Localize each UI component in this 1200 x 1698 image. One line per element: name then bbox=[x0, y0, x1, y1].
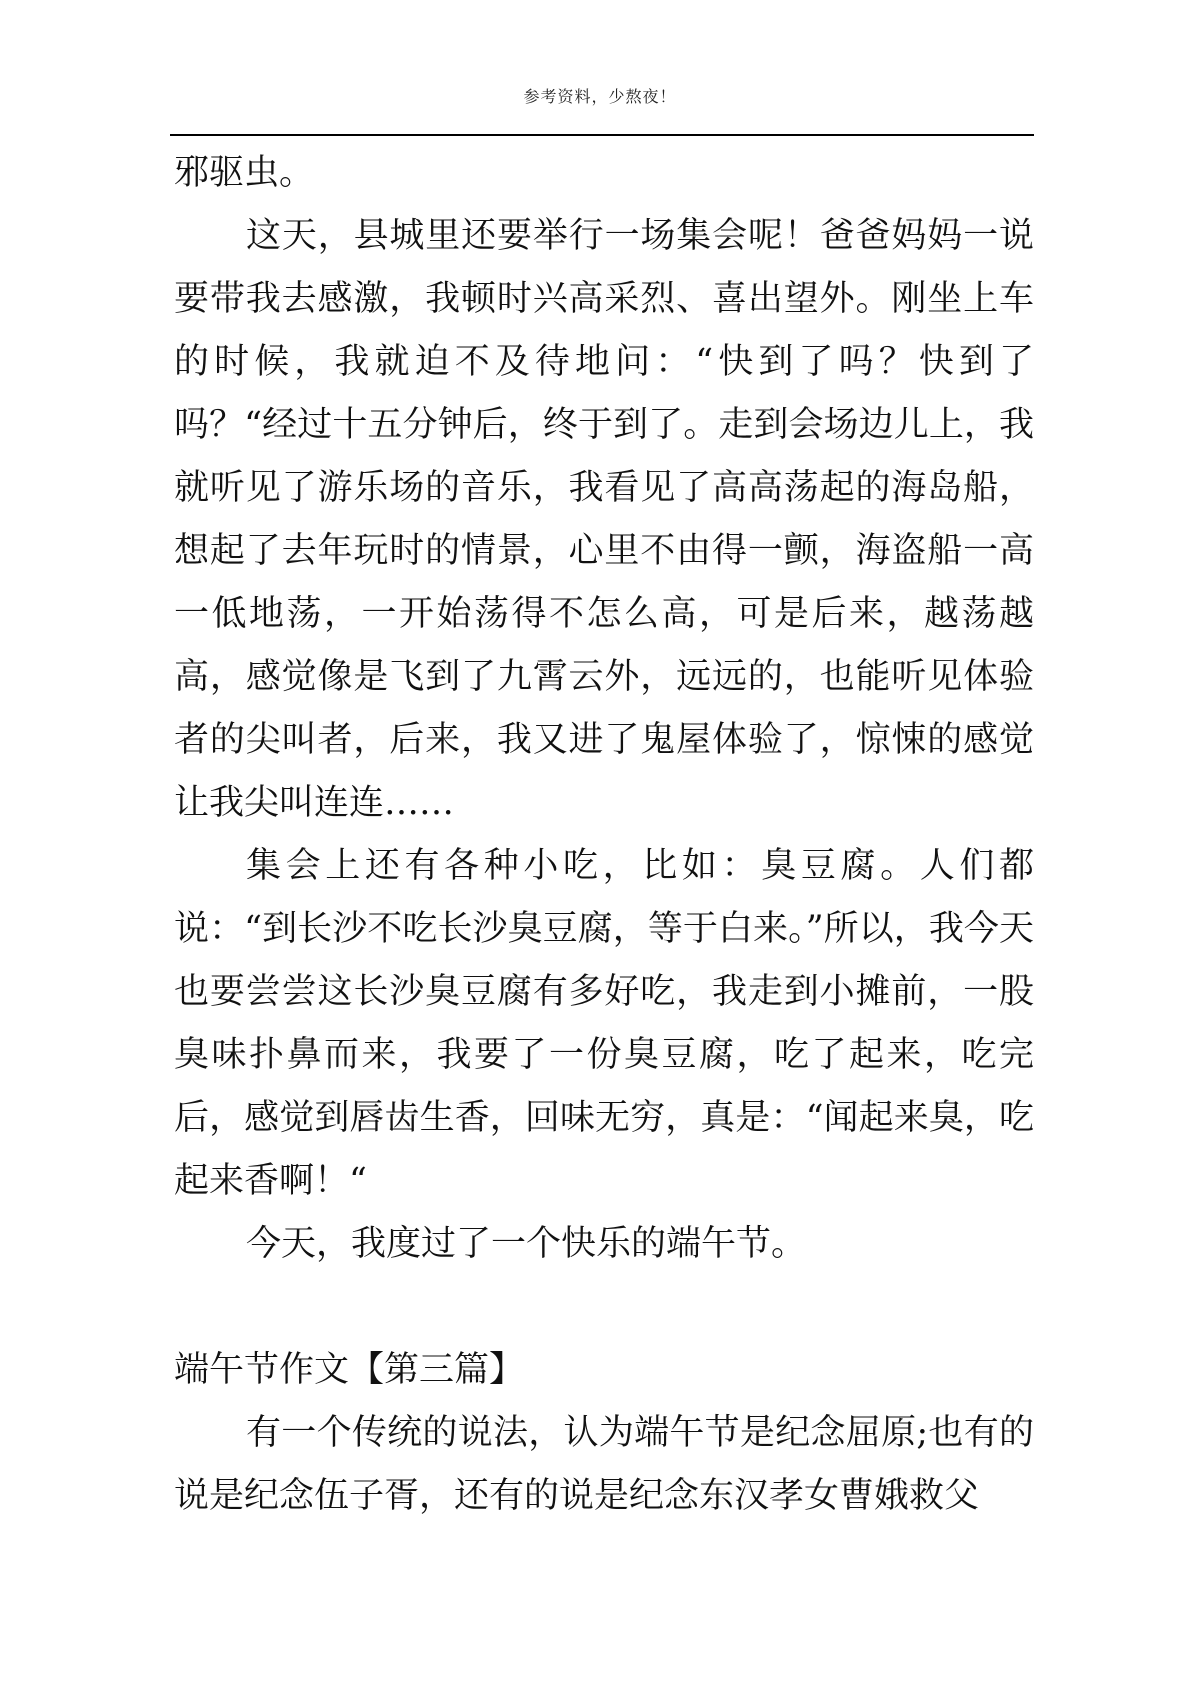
section-title: 端午节作文【第三篇】 bbox=[174, 1350, 525, 1390]
paragraph-gap bbox=[174, 1276, 1034, 1339]
page-header: 参考资料，少熬夜！ bbox=[523, 87, 677, 106]
paragraph-snacks: 集会上还有各种小吃，比如：臭豆腐。人们都说：“到长沙不吃长沙臭豆腐，等于白来。”所以，我今天也要尝尝这长沙臭豆腐有多好吃，我走到小摊前，一股臭味扑鼻而来，我要了一份臭豆腐，吃了起来，吃完后，感觉到唇齿生香，回味无穷，真是：“闻起来臭，吃起来香啊！“ bbox=[174, 846, 1034, 1201]
paragraph-fair: 这天，县城里还要举行一场集会呢！爸爸妈妈一说要带我去感激，我顿时兴高采烈、喜出望外。刚坐上车的时候，我就迫不及待地问：“快到了吗？快到了吗？“经过十五分钟后，终于到了。走到会场边儿上，我就听见了游乐场的音乐，我看见了高高荡起的海岛船，想起了去年玩时的情景，心里不由得一颤，海盗船一高一低地荡，一开始荡得不怎么高，可是后来，越荡越高，感觉像是飞到了九霄云外，远远的，也能听见体验者的尖叫者，后来，我又进了鬼屋体验了，惊悚的感觉让我尖叫连连…… bbox=[174, 216, 1034, 823]
paragraph-section-intro: 有一个传统的说法，认为端午节是纪念屈原;也有的说是纪念伍子胥，还有的说是纪念东汉孝女曹娥救父 bbox=[174, 1413, 1034, 1516]
paragraph-continuation: 邪驱虫。 bbox=[174, 153, 315, 193]
document-body bbox=[174, 142, 1034, 1528]
paragraph-conclusion: 今天，我度过了一个快乐的端午节。 bbox=[246, 1224, 807, 1264]
header-divider bbox=[170, 134, 1034, 136]
